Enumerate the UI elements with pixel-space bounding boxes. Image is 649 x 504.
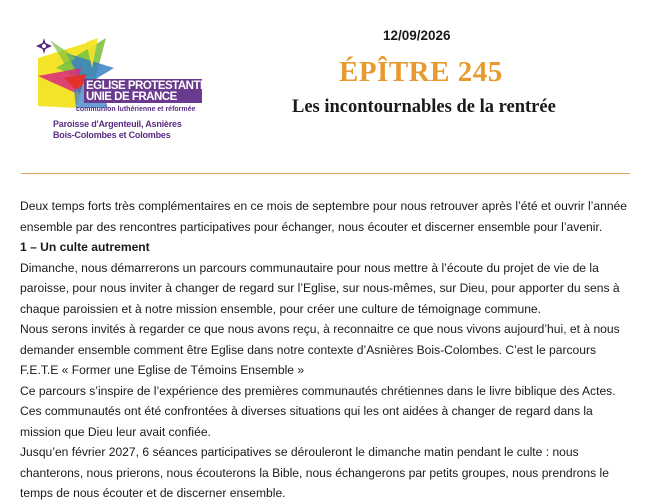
logo-name-line2: UNIE DE FRANCE (86, 91, 177, 103)
paragraph-3: Ce parcours s’inspire de l’expérience des premières communautés chrétiennes dans le livre biblique des Actes. Ces communautés ont été confrontées à diverses situations qui les ont aidées à changer de regard dans la mission que Dieu leur avait confiée. (20, 383, 616, 439)
logo-parish-line2: Bois-Colombes et Colombes (53, 130, 171, 140)
paragraph-1: Dimanche, nous démarrerons un parcours communautaire pour nous mettre à l’écoute du projet de vie de la paroisse, pour nous inviter à changer de regard sur l’Eglise, sur nous-mêmes, sur Dieu, pour apporter du sens à chaque paroissien et à notre mission ensemble, pour créer une culture de témoignage commune. (20, 260, 620, 316)
intro-paragraph: Deux temps forts très complémentaires en ce mois de septembre pour nous retrouver après l’été et ouvrir l’année ensemble par des rencontres participatives pour échanger, nous écouter et discerner ensemble pour l’avenir. (20, 199, 627, 234)
logo-parish-line1: Paroisse d'Argenteuil, Asnières (53, 119, 182, 129)
page-subtitle: Les incontournables de la rentrée (292, 97, 556, 117)
page-title: ÉPÎTRE 245 (339, 56, 503, 88)
section-heading: 1 – Un culte autrement (20, 240, 150, 254)
logo-tagline: communion luthérienne et réformée (76, 106, 196, 113)
huguenot-cross-icon (36, 38, 52, 54)
issue-date: 12/09/2026 (383, 28, 451, 43)
article-body (20, 196, 632, 504)
paragraph-2: Nous serons invités à regarder ce que nous avons reçu, à reconnaitre ce que nous vivons aujourd’hui, et à nous demander ensemble comment être Eglise dans notre contexte d’Asnières Bois-Colombes. C’est le parcours F.E.T.E « Former une Eglise de Témoins Ensemble » (20, 322, 620, 377)
header-divider (21, 173, 630, 174)
logo-parish (53, 119, 182, 141)
paragraph-4: Jusqu’en février 2027, 6 séances participatives se dérouleront le dimanche matin pendant le culte : nous chanterons, nous prierons, nous écouterons la Bible, nous échangerons par petits groupes, nous prendrons le temps de nous écouter et de discerner ensemble. (20, 445, 609, 500)
logo-name-line1: EGLISE PROTESTANTE (86, 80, 208, 92)
church-logo (36, 38, 226, 148)
logo-church-name (86, 81, 207, 103)
